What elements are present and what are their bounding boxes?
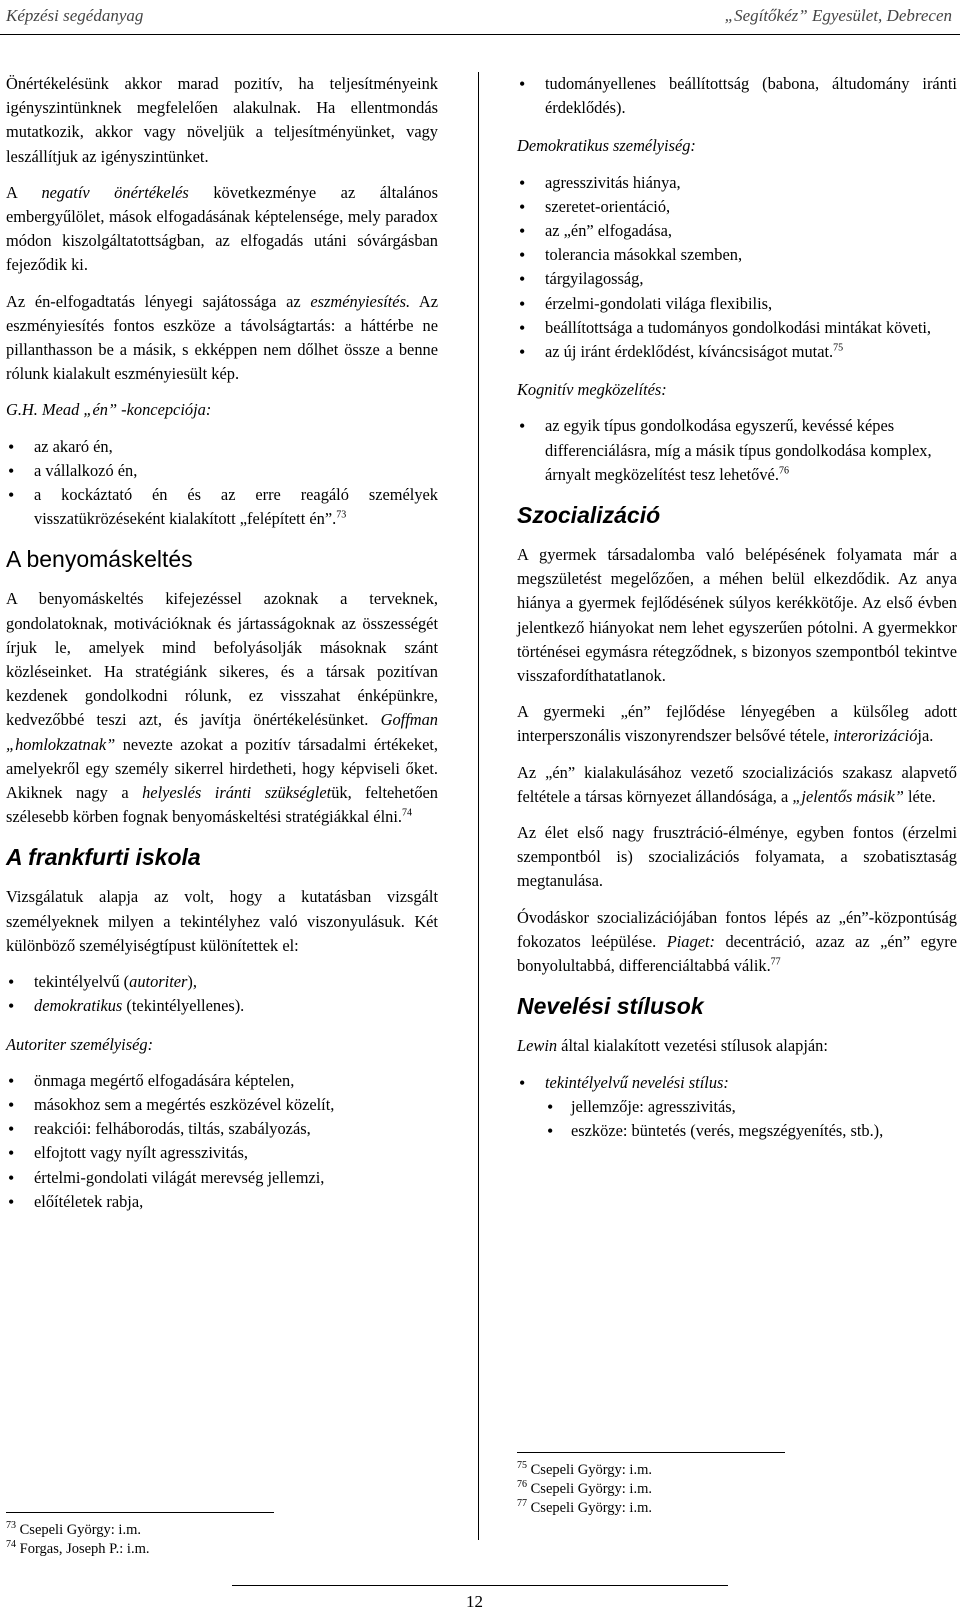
footnote-rule [6,1512,274,1513]
footer-rule [232,1585,728,1586]
section-heading-szocializacio: Szocializáció [517,502,661,529]
paragraph: Vizsgálatuk alapja az volt, hogy a kutatásban vizsgált személyeknek milyen a tekintélyhez való viszonyulásuk. Két különböző személyiségtípust különítettek el: [6,887,438,955]
paragraph: Az én-elfogadtatás lényegi sajátossága az eszményiesítés. Az eszményiesítés fontos eszköze a távolságtartás: a háttérbe ne pillanthasson be a másik, s ekképpen nem dőlhet össze a benne rólunk kialakult eszményiesült kép. [6,291,438,384]
mead-list [6,435,438,532]
header-right: „Segítőkéz” Egyesület, Debrecen [724,6,952,25]
autoriter-list [6,1069,438,1214]
paragraph: A negatív önértékelés következménye az általános embergyűlölet, mások elfogadásának képtelensége, mely paradox módon kiszolgáltatottságban, az elfogadás utáni sóvárgásban fejeződik ki. [6,182,438,275]
list-item: • reakciói: felháborodás, tiltás, szabályozás, [6,1117,438,1141]
footnote: $^{73}$ Csepeli György: i.m. [6,1520,141,1538]
footnote-rule [517,1452,785,1453]
column-divider [478,72,479,1540]
autoriter-label: Autoriter személyiség: [6,1034,154,1054]
footnote-ref: 76 [778,465,789,477]
paragraph: A benyomáskeltés kifejezéssel azoknak a terveknek, gondolatoknak, motivációknak és jártasságoknak az összességét írjuk le, amelyek mind befolyásolják másoknak szánt közléseinket. Ha stratégiánk sikeres, és a társak pozitívan kezdenek gondolkodni rólunk, ez visszahat énképünkre, kedvezőbbé teszi azt, és javítja önértékelésünket. Goffman „homlokzatnak” nevezte azokat a pozitív társadalmi értékeket, amelyekről egy személy sikerrel hirdetheti, hogy képviseli őket. Akiknek nagy a helyeslés iránti szükségletük, feltehetően szélesebb körben fognak benyomáskeltési stratégiákkal élni.$^{74}$ [6,589,438,827]
paragraph: Az „én” kialakulásához vezető szocializációs szakasz alapvető feltétele a társas környezet állandósága, a „jelentős másik” léte. [517,762,957,806]
page-header [0,0,960,35]
footnotes-right [517,1452,785,1518]
list-item: • demokratikus (tekintélyellenes). [6,994,438,1018]
list-item: • tekintélyelvű nevelési stílus: • jellemzője: agresszivitás, • eszköze: büntetés (verés, megszégyenítés, stb.), [517,1071,957,1144]
list-item: • tolerancia másokkal szemben, [517,243,957,267]
nevelesi-sublist [545,1095,957,1143]
footnote-ref: 75 [833,342,844,354]
paragraph: Az élet első nagy frusztráció-élménye, egyben fontos (érzelmi szempontból is) szocializációs folyamata, a szobatisztaság megtanulása. [517,823,957,891]
demokratikus-label: Demokratikus személyiség: [517,136,696,156]
section-heading-benyomaskeltes: A benyomáskeltés [6,546,193,573]
footnote-ref: 73 [336,509,347,521]
right-column [517,72,957,1157]
list-item: • érzelmi-gondolati világa flexibilis, [517,292,957,316]
list-item: • tárgyilagosság, [517,267,957,291]
footnote: $^{74}$ Forgas, Joseph P.: i.m. [6,1539,150,1557]
section-heading-frankfurti: A frankfurti iskola [6,844,201,871]
demokratikus-list [517,171,957,365]
paragraph: A gyermeki „én” fejlődése lényegében a külsőleg adott interperszonális viszonyrendszer belsővé tétele, interorizációja. [517,702,957,746]
list-item: • az „én” elfogadása, [517,219,957,243]
list-item: • eszköze: büntetés (verés, megszégyenítés, stb.), [545,1119,957,1143]
nevelesi-list [517,1071,957,1144]
paragraph: Lewin által kialakított vezetési stílusok alapján: [517,1036,828,1056]
list-item: • az akaró én, [6,435,438,459]
list-item: • agresszivitás hiánya, [517,171,957,195]
header-left: Képzési segédanyag [6,6,144,25]
footnote-ref: 77 [770,956,781,968]
list-item: • tudományellenes beállítottság (babona, áltudomány iránti érdeklődés). [517,72,957,120]
footnote: $^{75}$ Csepeli György: i.m. [517,1460,652,1478]
list-item: • előítéletek rabja, [6,1190,438,1214]
paragraph: A gyermek társadalomba való belépésének folyamata már a megszületést megelőzően, a méhen belül elkezdődik. Az anya hiánya a gyermek fejlődésének súlyos kerékkötője. Az első évben jelentkező hiányokat nem lehet egyszerűen pótolni. A gyermekkor történései egymásra rétegződnek, s bizonyos szempontból tekintve visszafordíthatatlanok. [517,545,957,686]
section-heading-nevelesi: Nevelési stílusok [517,993,704,1020]
list-item: • másokhoz sem a megértés eszközével közelít, [6,1093,438,1117]
footnote: $^{77}$ Csepeli György: i.m. [517,1498,652,1516]
list-item: • beállítottsága a tudományos gondolkodási mintákat követi, [517,316,957,340]
list-item: • jellemzője: agresszivitás, [545,1095,957,1119]
list-item: • elfojtott vagy nyílt agresszivitás, [6,1141,438,1165]
paragraph: Óvodáskor szocializációjában fontos lépés az „én”-központúság fokozatos leépülése. Piaget: decentráció, azaz az „én” egyre bonyolultabbá, differenciáltabbá válik.$^{77}$ [517,907,957,976]
list-item: • az egyik típus gondolkodása egyszerű, kevéssé képes differenciálásra, míg a másik típus gondolkodása komplex, árnyalt megközelítést tesz lehetővé.$^{76}$ [517,414,957,487]
list-item: • a vállalkozó én, [6,459,438,483]
list-item: • az új iránt érdeklődést, kíváncsiságot mutat.$^{75}$ [517,340,957,364]
kognitiv-list [517,414,957,487]
list-item: • szeretet-orientáció, [517,195,957,219]
types-list [6,970,438,1018]
footnote-ref: 74 [401,807,412,819]
footnote: $^{76}$ Csepeli György: i.m. [517,1479,652,1497]
kognitiv-label: Kognitív megközelítés: [517,380,667,400]
left-column [6,72,438,1228]
continued-list [517,72,957,120]
paragraph: Önértékelésünk akkor marad pozitív, ha teljesítményeink igényszintünknek megfelelően alakulnak. Ha ellentmondás mutatkozik, akkor vagy növeljük a teljesítményünket, vagy leszállítjuk az igényszintünket. [6,74,438,166]
list-item: • tekintélyelvű (autoriter), [6,970,438,994]
mead-label: G.H. Mead „én” -koncepciója: [6,400,212,420]
list-item: • a kockáztató én és az erre reagáló személyek visszatükrözéseként kialakított „felépített én”.$^{73}$ [6,483,438,531]
list-item: • önmaga megértő elfogadására képtelen, [6,1069,438,1093]
footnotes-left [6,1512,274,1559]
list-item: • értelmi-gondolati világát merevség jellemzi, [6,1166,438,1190]
page-number: 12 [466,1592,483,1611]
